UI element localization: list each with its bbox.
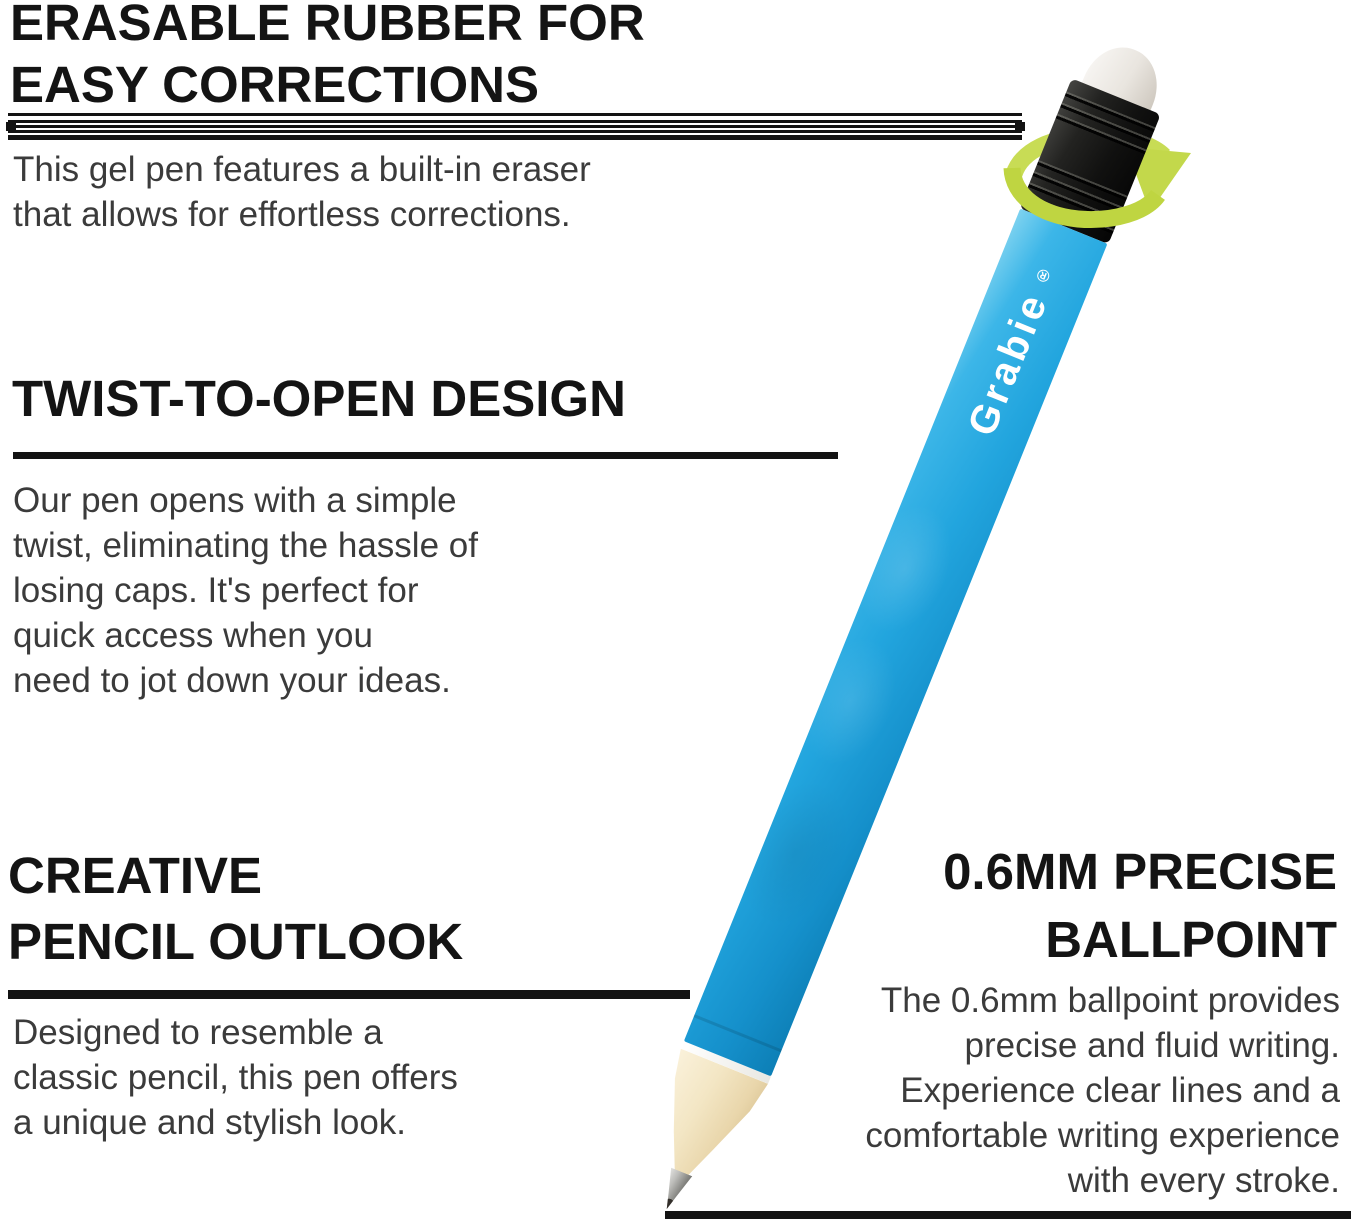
heading-line: 0.6MM PRECISE xyxy=(943,843,1337,900)
body-line: a unique and stylish look. xyxy=(13,1103,407,1142)
body-line: losing caps. It's perfect for xyxy=(13,571,419,610)
heading-line: PENCIL OUTLOOK xyxy=(8,913,464,970)
body-line: The 0.6mm ballpoint provides xyxy=(880,981,1340,1020)
bottom-accent-bar xyxy=(665,1211,1351,1219)
section-ballpoint-heading xyxy=(943,838,1337,974)
body-line: This gel pen features a built-in eraser xyxy=(13,150,591,189)
section-erasable-body xyxy=(13,147,591,237)
section-outlook-heading xyxy=(8,843,463,975)
section-erasable-heading xyxy=(10,0,645,116)
body-line: need to jot down your ideas. xyxy=(13,661,451,700)
section-ballpoint-body xyxy=(865,978,1340,1203)
rotate-arrow-icon xyxy=(990,110,1215,250)
body-line: that allows for effortless corrections. xyxy=(13,195,571,234)
pen-brand xyxy=(936,246,1092,452)
body-line: with every stroke. xyxy=(1067,1161,1340,1200)
brand-name: Grabie xyxy=(959,285,1057,442)
heading-underline xyxy=(13,452,838,459)
body-line: Designed to resemble a xyxy=(13,1013,383,1052)
heading-line: TWIST-TO-OPEN DESIGN xyxy=(12,370,626,427)
body-line: comfortable writing experience xyxy=(865,1116,1340,1155)
heading-underline-multiline xyxy=(8,113,1022,140)
body-line: classic pencil, this pen offers xyxy=(13,1058,458,1097)
body-line: Our pen opens with a simple xyxy=(13,481,457,520)
body-line: twist, eliminating the hassle of xyxy=(13,526,478,565)
body-line: precise and fluid writing. xyxy=(964,1026,1340,1065)
heading-line: EASY CORRECTIONS xyxy=(10,56,539,113)
section-outlook-body xyxy=(13,1010,458,1145)
rotate-arrow-front-arc xyxy=(1012,168,1158,220)
body-line: Experience clear lines and a xyxy=(900,1071,1340,1110)
section-twist-heading xyxy=(12,368,626,430)
section-twist-body xyxy=(13,478,478,703)
heading-line: ERASABLE RUBBER FOR xyxy=(10,0,645,51)
heading-line: BALLPOINT xyxy=(1045,911,1337,968)
heading-underline xyxy=(8,990,690,999)
body-line: quick access when you xyxy=(13,616,373,655)
registered-trademark-icon: ® xyxy=(1030,259,1058,288)
heading-line: CREATIVE xyxy=(8,847,263,904)
